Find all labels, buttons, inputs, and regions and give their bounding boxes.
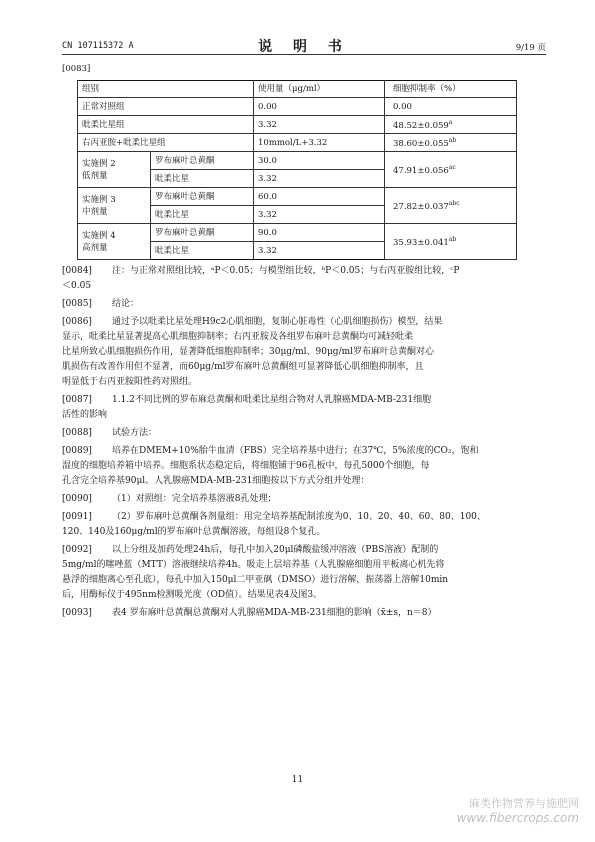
table-row [78, 134, 517, 152]
paragraph-0092: [0092] 以上分组及加药处理24h后，每孔中加入20μl磷酸盐缓冲溶液（PBS溶液）配制的 5mg/ml的噻唑蓝（MTT）溶液继续培养4h。吸走上层培养基（人乳腺癌细胞用平板离心机先将 悬浮的细胞离心至孔底），每孔中加入150μl二甲亚砜（DMSO）进行溶解，振荡器上溶解10min 后，用酶标仪于495nm检测吸光度（OD值）。结果见表4及图3。 [62, 545, 449, 600]
watermark-url: www.fibercrops.com [456, 811, 579, 825]
body-text [62, 264, 548, 621]
document-title: 说 明 书 [258, 39, 350, 55]
cell-dose: 3.32 [254, 206, 385, 224]
cell-substance: 罗布麻叶总黄酮 [151, 188, 254, 206]
table-header-row [78, 81, 517, 98]
cell-dose: 90.0 [254, 224, 385, 242]
cell-substance: 吡柔比星 [151, 170, 254, 188]
table-row [78, 116, 517, 134]
cell-dose: 3.32 [254, 170, 385, 188]
cell-rate: 35.93±0.041$^{ab}$ [385, 224, 517, 260]
cell-substance: 罗布麻叶总黄酮 [151, 224, 254, 242]
page-number: 11 [291, 775, 304, 785]
paragraph-0088: [0088] 试验方法： [62, 428, 158, 438]
paragraph-0084: [0084] 注：与正常对照组比较，ᵃP＜0.05；与模型组比较，ᵇP＜0.05；与右丙亚胺组比较，ᶜP ＜0.05 [62, 266, 460, 291]
publication-number: CN 107115372 A [62, 41, 134, 51]
table-row [78, 152, 517, 170]
paragraph-0093: [0093] 表4 罗布麻叶总黄酮总黄酮对人乳腺癌MDA-MB-231细胞的影响（x̄±s，n＝8） [62, 608, 437, 618]
cell-rate: 47.91±0.056$^{ac}$ [385, 152, 517, 188]
table-row [78, 188, 517, 206]
cell-rate: 27.82±0.037$^{abc}$ [385, 188, 517, 224]
table-row [78, 98, 517, 116]
cell-dose: 3.32 [254, 242, 385, 260]
watermark-site-name: 麻类作物营养与施肥网 [469, 797, 579, 810]
paragraph-0087: [0087] 1.1.2不同比例的罗布麻总黄酮和吡柔比星组合物对人乳腺癌MDA-MB-231细胞 活性的影响 [62, 395, 432, 420]
cell-dose: 60.0 [254, 188, 385, 206]
paragraph-0091: [0091] （2）罗布麻叶总黄酮各剂量组：用完全培养基配制浓度为0、10、20、40、60、80、100、 120、140及160μg/ml的罗布麻叶总黄酮溶液，每组设8个复孔。 [62, 512, 486, 537]
cell-rate: 48.52±0.059$^a$ [385, 116, 517, 134]
paragraph-0090: [0090] （1）对照组：完全培养基溶液8孔处理； [62, 494, 277, 504]
cell-rate: 0.00 [385, 98, 517, 116]
cell-substance: 吡柔比星 [151, 206, 254, 224]
cell-substance: 吡柔比星 [151, 242, 254, 260]
paragraph-0086: [0086] 通过予以吡柔比星处理H9c2心肌细胞，复制心脏毒性（心肌细胞损伤）模型，结果 显示，吡柔比星显著提高心肌细胞抑制率；右丙亚胺及各组罗布麻叶总黄酮均可减轻吡柔 比星所致心肌细胞损伤作用，显著降低细胞抑制率；30μg/ml、90μg/ml罗布麻叶总黄酮对心 肌损伤有改善作用但不显著，而60μg/ml罗布麻叶总黄酮组可显著降低心肌细胞抑制率，且 明显低于右丙亚胺阳性药对照组。 [62, 317, 443, 387]
cell-dose: 10mmol/L+3.32 [254, 134, 385, 152]
site-watermark [457, 796, 579, 826]
cell-dose: 30.0 [254, 152, 385, 170]
paragraph-tag-0083: [0083] [62, 64, 91, 74]
cell-group: 正常对照组 [78, 98, 254, 116]
page-of-total: 9/19 页 [515, 43, 546, 53]
cell-dose: 3.32 [254, 116, 385, 134]
cell-group: 吡柔比星组 [78, 116, 254, 134]
paragraph-0085: [0085] 结论： [62, 299, 140, 309]
results-table [77, 80, 517, 260]
cell-substance: 罗布麻叶总黄酮 [151, 152, 254, 170]
cell-example-name: 实施例 3 中剂量 [78, 188, 151, 224]
cell-example-name: 实施例 2 低剂量 [78, 152, 151, 188]
page-header [62, 36, 546, 55]
cell-example-name: 实施例 4 高剂量 [78, 224, 151, 260]
cell-group: 右丙亚胺+吡柔比星组 [78, 134, 254, 152]
cell-dose: 0.00 [254, 98, 385, 116]
cell-rate: 38.60±0.055$^{ab}$ [385, 134, 517, 152]
paragraph-0089: [0089] 培养在DMEM+10%胎牛血清（FBS）完全培养基中进行；在37℃，5%浓度的CO₂，饱和 湿度的细胞培养箱中培养。细胞系状态稳定后，将细胞铺于96孔板中，每孔5000个细胞，每 孔含完全培养基90μl。人乳腺癌MDA-MB-231细胞按以下方式分组并处理： [62, 446, 479, 486]
table-row [78, 224, 517, 242]
col-header-dose: 使用量（μg/ml） [254, 81, 385, 98]
col-header-rate: 细胞抑制率（%） [385, 81, 517, 98]
col-header-group: 组别 [78, 81, 254, 98]
